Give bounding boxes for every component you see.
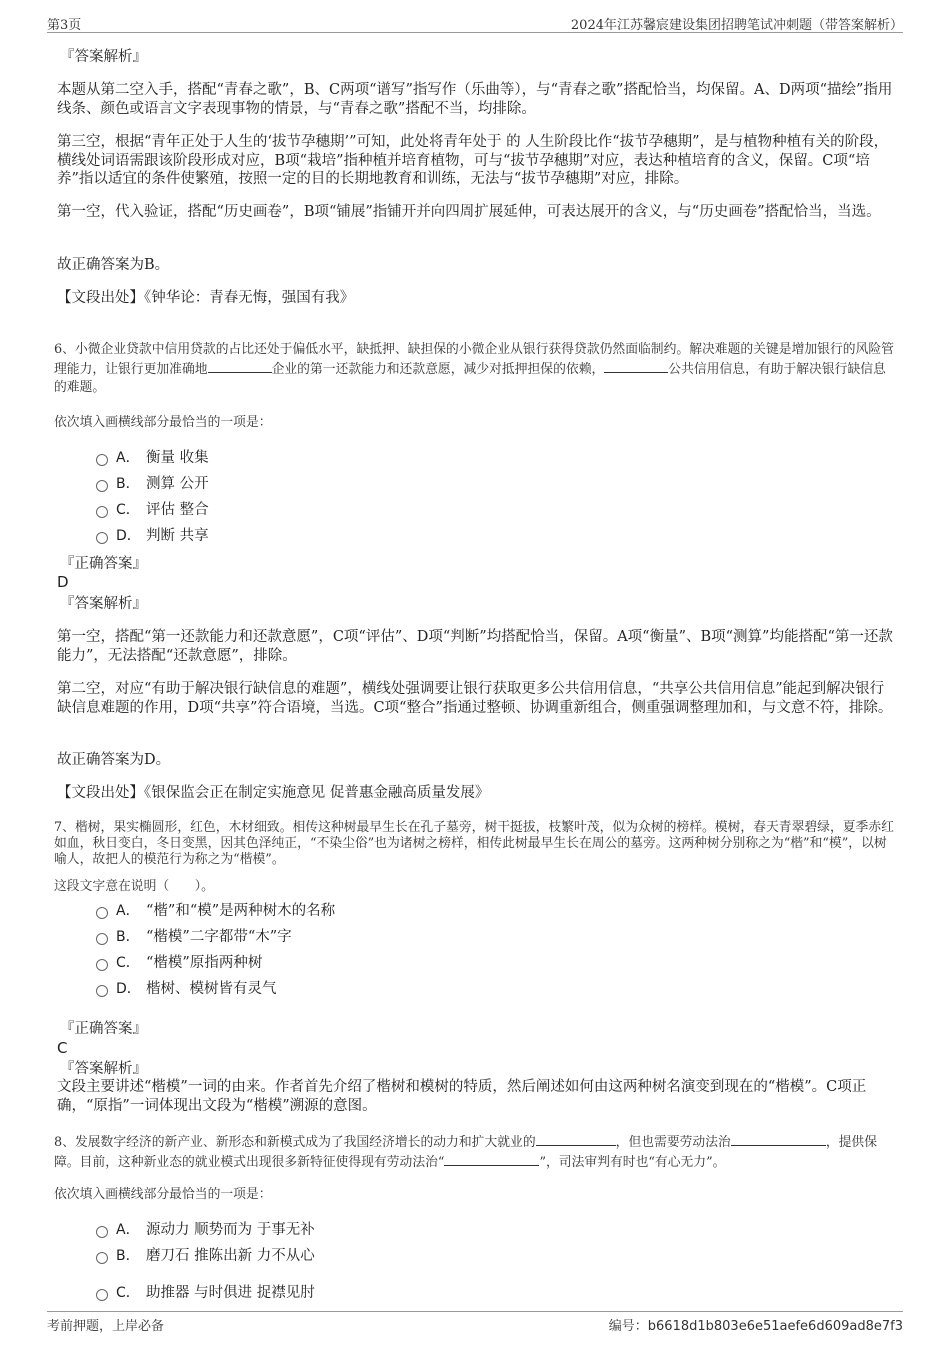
q7-analysis-label: 『答案解析』 [60, 1061, 147, 1077]
radio-icon[interactable] [96, 985, 108, 997]
q8-prompt: 依次填入画横线部分最恰当的一项是： [54, 1187, 272, 1202]
option-text: 助推器 与时俱进 捉襟见肘 [146, 1285, 315, 1301]
q6-analysis-para1: 第一空，搭配“第一还款能力和还款意愿”，C项“评估”、D项“判断”均搭配恰当，保留。A项“衡量”、B项“测算”均能搭配“第一还款能力”，无法搭配“还款意愿”，排除。 [57, 629, 893, 664]
q7-option-d[interactable] [96, 979, 277, 999]
q7-option-a[interactable] [96, 901, 335, 921]
q8-stem-part3: ，提供保障。目前，这种新业态的就业模式出现很多新特征使得现有劳动法治“ [54, 1135, 877, 1170]
q7-stem: 7、楷树，果实椭圆形，红色，木材细致。相传这种树最早生长在孔子墓旁，树干挺拔，枝繁叶茂，似为众树的榜样。模树，春天青翠碧绿，夏季赤红如血，秋日变白，冬日变黑，因其色泽纯正，“不染尘俗”也为诸树之榜样，相传此树最早生长在周公的墓旁。这两种树分别称之为“楷”和“模”，以树喻人，故把人的模范行为称之为“楷模”。 [54, 820, 894, 867]
radio-icon[interactable] [96, 933, 108, 945]
q5-analysis-para2: 第三空，根据“青年正处于人生的‘拔节孕穗期’”可知，此处将青年处于 的 人生阶段比作“拔节孕穗期”，是与植物种植有关的阶段，横线处词语需跟该阶段形成对应，B项“栽培”指种植并培育植物，可与“拔节孕穗期”对应，表达种植培育的含义，保留。C项“培养”指以适宜的条件使繁殖，按照一定的目的长期地教育和训练，无法与“拔节孕穗期”对应，排除。 [57, 134, 889, 187]
q6-stem-part1: 6、小微企业贷款中信用贷款的占比还处于偏低水平，缺抵押、缺担保的小微企业从银行获得贷款仍然面临制约。解决难题的关键是增加银行的风险管理能力，让银行更加准确地 [54, 342, 894, 377]
q6-analysis-label: 『答案解析』 [60, 596, 147, 612]
option-text: 源动力 顺势而为 于事无补 [146, 1222, 315, 1238]
page-header [47, 10, 903, 33]
radio-icon[interactable] [96, 1252, 108, 1264]
option-text: 测算 公开 [146, 476, 209, 492]
radio-icon[interactable] [96, 1226, 108, 1238]
option-key: B． [116, 476, 140, 492]
footer-slogan: 考前押题，上岸必备 [47, 1319, 165, 1334]
q8-stem [54, 1133, 894, 1172]
q6-analysis-para2: 第二空，对应“有助于解决银行缺信息的难题”，横线处强调要让银行获取更多公共信用信息，“共享公共信用信息”能起到解决银行缺信息难题的作用，D项“共享”符合语境，当选。C项“整合”指通过整顿、协调重新组合，侧重强调整理加和，与文意不符，排除。 [57, 681, 893, 716]
q6-source: 【文段出处】《银保监会正在制定实施意见 促普惠金融高质量发展》 [57, 785, 490, 801]
option-text: 磨刀石 推陈出新 力不从心 [146, 1248, 315, 1264]
page-number: 第3页 [47, 18, 82, 33]
q6-option-c[interactable] [96, 500, 209, 520]
q7-correct-label: 『正确答案』 [60, 1021, 147, 1037]
q6-option-b[interactable] [96, 474, 209, 494]
option-key: B． [116, 1248, 140, 1264]
q5-analysis-para3: 第一空，代入验证，搭配“历史画卷”，B项“铺展”指铺开并向四周扩展延伸，可表达展开的含义，与“历史画卷”搭配恰当，当选。 [57, 204, 881, 220]
q6-stem-part2: 企业的第一还款能力和还款意愿，减少对抵押担保的依赖， [271, 361, 605, 377]
page-footer [47, 1311, 903, 1334]
q5-analysis-label: 『答案解析』 [60, 49, 147, 65]
q5-conclusion: 故正确答案为B。 [57, 257, 170, 273]
option-text: 衡量 收集 [146, 450, 209, 466]
option-key: C． [116, 1285, 140, 1301]
q6-blank-2 [604, 360, 668, 373]
option-key: A． [116, 450, 140, 466]
q7-prompt: 这段文字意在说明（ ）。 [54, 879, 214, 894]
radio-icon[interactable] [96, 506, 108, 518]
q6-stem [54, 341, 894, 398]
q6-correct-label: 『正确答案』 [60, 556, 147, 572]
option-key: A． [116, 903, 140, 919]
radio-icon[interactable] [96, 532, 108, 544]
option-key: C． [116, 502, 140, 518]
q8-stem-part4: ”，司法审判有时也“有心无力”。 [539, 1154, 726, 1170]
q8-option-a[interactable] [96, 1220, 315, 1240]
q6-stem-part3: 公共信用信息，有助于解决银行缺信息的难题。 [54, 361, 886, 395]
q6-prompt: 依次填入画横线部分最恰当的一项是： [54, 415, 272, 430]
code-value: b6618d1b803e6e51aefe6d609ad8e7f3 [647, 1319, 903, 1334]
q6-option-d[interactable] [96, 526, 209, 546]
option-key: C． [116, 955, 140, 971]
q6-correct-answer: D [57, 573, 69, 591]
code-label: 编号： [608, 1319, 648, 1334]
option-key: D． [116, 528, 141, 544]
q5-analysis-para1: 本题从第二空入手，搭配“青春之歌”，B、C两项“谱写”指写作（乐曲等），与“青春之歌”搭配恰当，均保留。A、D两项“描绘”指用线条、颜色或语言文字表现事物的情景，与“青春之歌”搭配不当，均排除。 [57, 82, 893, 117]
option-key: B． [116, 929, 140, 945]
option-text: 楷树、模树皆有灵气 [146, 981, 277, 997]
q6-blank-1 [208, 360, 272, 373]
radio-icon[interactable] [96, 907, 108, 919]
document-code [609, 1315, 903, 1334]
q7-correct-answer: C [57, 1039, 68, 1057]
option-text: 评估 整合 [146, 502, 209, 518]
radio-icon[interactable] [96, 480, 108, 492]
option-text: “楷模”原指两种树 [146, 955, 263, 971]
option-key: D． [116, 981, 141, 997]
q8-stem-part1: 8、发展数字经济的新产业、新形态和新模式成为了我国经济增长的动力和扩大就业的 [54, 1135, 536, 1150]
q8-blank-1 [536, 1133, 616, 1146]
q6-option-a[interactable] [96, 448, 209, 468]
q6-conclusion: 故正确答案为D。 [57, 752, 171, 768]
q5-source: 【文段出处】《钟华论：青春无悔，强国有我》 [57, 290, 355, 306]
document-title: 2024年江苏馨宸建设集团招聘笔试冲刺题（带答案解析） [570, 18, 903, 33]
q8-stem-part2: ，但也需要劳动法治 [615, 1135, 731, 1150]
q7-option-b[interactable] [96, 927, 292, 947]
q7-analysis: 文段主要讲述“楷模”一词的由来。作者首先介绍了楷树和模树的特质，然后阐述如何由这两种树名演变到现在的“楷模”。C项正确，“原指”一词体现出文段为“楷模”溯源的意图。 [57, 1079, 867, 1114]
q8-option-c[interactable] [96, 1283, 315, 1303]
q8-option-b[interactable] [96, 1246, 315, 1266]
option-text: “楷”和“模”是两种树木的名称 [146, 903, 336, 919]
option-text: 判断 共享 [146, 528, 209, 544]
radio-icon[interactable] [96, 959, 108, 971]
q7-option-c[interactable] [96, 953, 262, 973]
option-key: A． [116, 1222, 140, 1238]
radio-icon[interactable] [96, 454, 108, 466]
option-text: “楷模”二字都带“木”字 [146, 929, 292, 945]
radio-icon[interactable] [96, 1289, 108, 1301]
q8-blank-2 [731, 1133, 826, 1146]
q8-blank-3 [444, 1153, 539, 1166]
